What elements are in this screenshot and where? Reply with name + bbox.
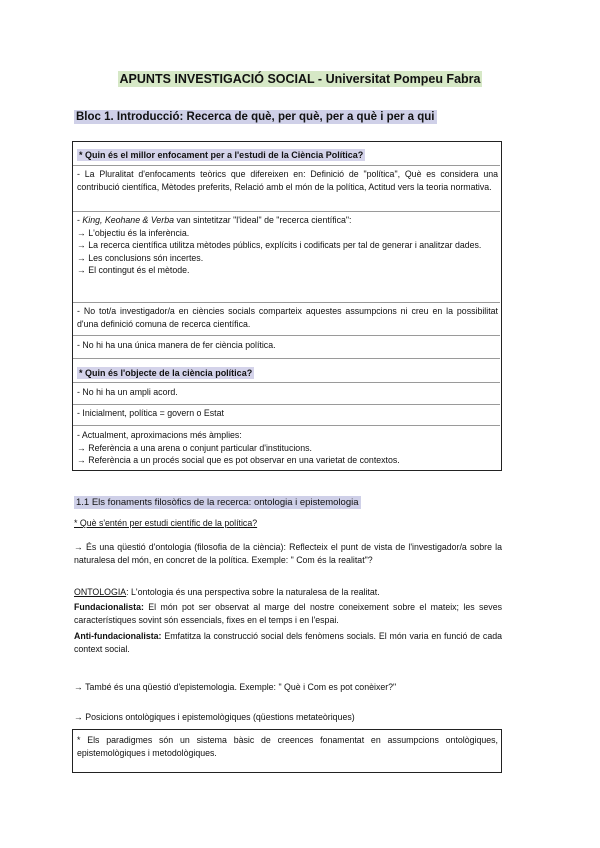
paradigm-text: * Els paradigmes són un sistema bàsic de creences fonamentat en assumpcions ontològiques, epistemològiques i metodològiques. <box>77 735 498 758</box>
paragraph-no-single-way: - No hi ha una única manera de fer ciència política. <box>77 340 276 350</box>
anti-foundationalist-text: Emfatitza la construcció social dels fenòmens socials. El món varia en funció de cada context social. <box>74 631 502 654</box>
list-item: → Les conclusions són incertes. <box>77 252 204 263</box>
paragraph-plurality: - La Pluralitat d'enfocaments teòrics que difereixen en: Definició de "política", Què es considera una contribució científica, Mètodes preferits, Relació amb el món de la política, Actitud vers la teoria normativa. <box>77 169 498 192</box>
foundationalist-definition <box>74 601 502 627</box>
separator <box>73 211 500 212</box>
section-heading <box>74 492 361 510</box>
document-title <box>0 70 600 88</box>
list-item: → Referència a un procés social que es pot observar en una varietat de contextos. <box>77 455 400 465</box>
bloc-heading <box>74 107 437 125</box>
separator <box>73 358 500 359</box>
list-item: → Referència a una arena o conjunt particular d'institucions. <box>77 442 312 453</box>
kkv-intro: van sintetitzar "l'ideal" de "recerca científica": <box>174 215 352 225</box>
foundationalist-label: Fundacionalista: <box>74 602 144 612</box>
paragraph-kkv <box>77 214 498 277</box>
section-heading-text: 1.1 Els fonaments filosòfics de la recerca: ontologia i epistemologia <box>76 497 359 508</box>
question-object: * Quin és l'objecte de la ciència política? <box>79 368 253 378</box>
list-item: → L'objectiu és la inferència. <box>77 227 190 238</box>
ontology-text: : L'ontologia és una perspectiva sobre la naturalesa de la realitat. <box>126 587 380 597</box>
paragraph-not-all: - No tot/a investigador/a en ciències socials comparteix aquestes assumpcions ni creu en la possibilitat d'una definició comuna de recerca científica. <box>77 306 498 329</box>
paragraph-positions: → Posicions ontològiques i epistemològiques (qüestions metateòriques) <box>74 712 355 722</box>
question-approach: * Quin és el millor enfocament per a l'estudi de la Ciència Política? <box>79 150 364 160</box>
foundationalist-text: El món pot ser observat al marge del nostre coneixement sobre el mateix; les seves característiques sovint són essencials, fixes en el temps i en l'espai. <box>74 602 502 625</box>
question-scientific-study <box>74 517 502 530</box>
ontology-label: ONTOLOGIA <box>74 587 127 597</box>
list-item: - Actualment, aproximacions més àmplies: <box>77 430 242 440</box>
question-box <box>72 141 502 471</box>
paragraph-no-agreement: - No hi ha un ampli acord. <box>77 387 178 397</box>
dash: - <box>77 215 83 225</box>
document-title-text: APUNTS INVESTIGACIÓ SOCIAL - Universitat Pompeu Fabra <box>119 72 481 86</box>
ontology-definition <box>74 586 502 599</box>
separator <box>73 335 500 336</box>
separator <box>73 425 500 426</box>
paradigm-box <box>72 729 502 773</box>
separator <box>73 382 500 383</box>
authors-kkv: King, Keohane & Verba <box>82 215 174 225</box>
paragraph-ontology-question: → És una qüestió d'ontologia (filosofia de la ciència): Reflecteix el punt de vista de l'investigador/a sobre la naturalesa del món, en concret de la política. Exemple: " Com és la realitat"? <box>74 542 502 565</box>
separator <box>73 404 500 405</box>
anti-foundationalist-label: Anti-fundacionalista: <box>74 631 162 641</box>
paragraph-currently <box>77 429 498 467</box>
list-item: → La recerca científica utilitza mètodes públics, explícits i codificats per tal de generar i analitzar dades. <box>77 240 482 250</box>
separator <box>73 165 500 166</box>
separator <box>73 302 500 303</box>
anti-foundationalist-definition <box>74 630 502 656</box>
bloc-heading-text: Bloc 1. Introducció: Recerca de què, per què, per a què i per a qui <box>76 111 435 123</box>
list-item: → El contingut és el mètode. <box>77 265 190 275</box>
paragraph-initially: - Inicialment, política = govern o Estat <box>77 408 224 418</box>
paragraph-epistemology: → També és una qüestió d'epistemologia. Exemple: " Què i Com es pot conèixer?" <box>74 682 397 692</box>
question-scientific-study-text: * Què s'entén per estudi científic de la política? <box>74 518 258 528</box>
